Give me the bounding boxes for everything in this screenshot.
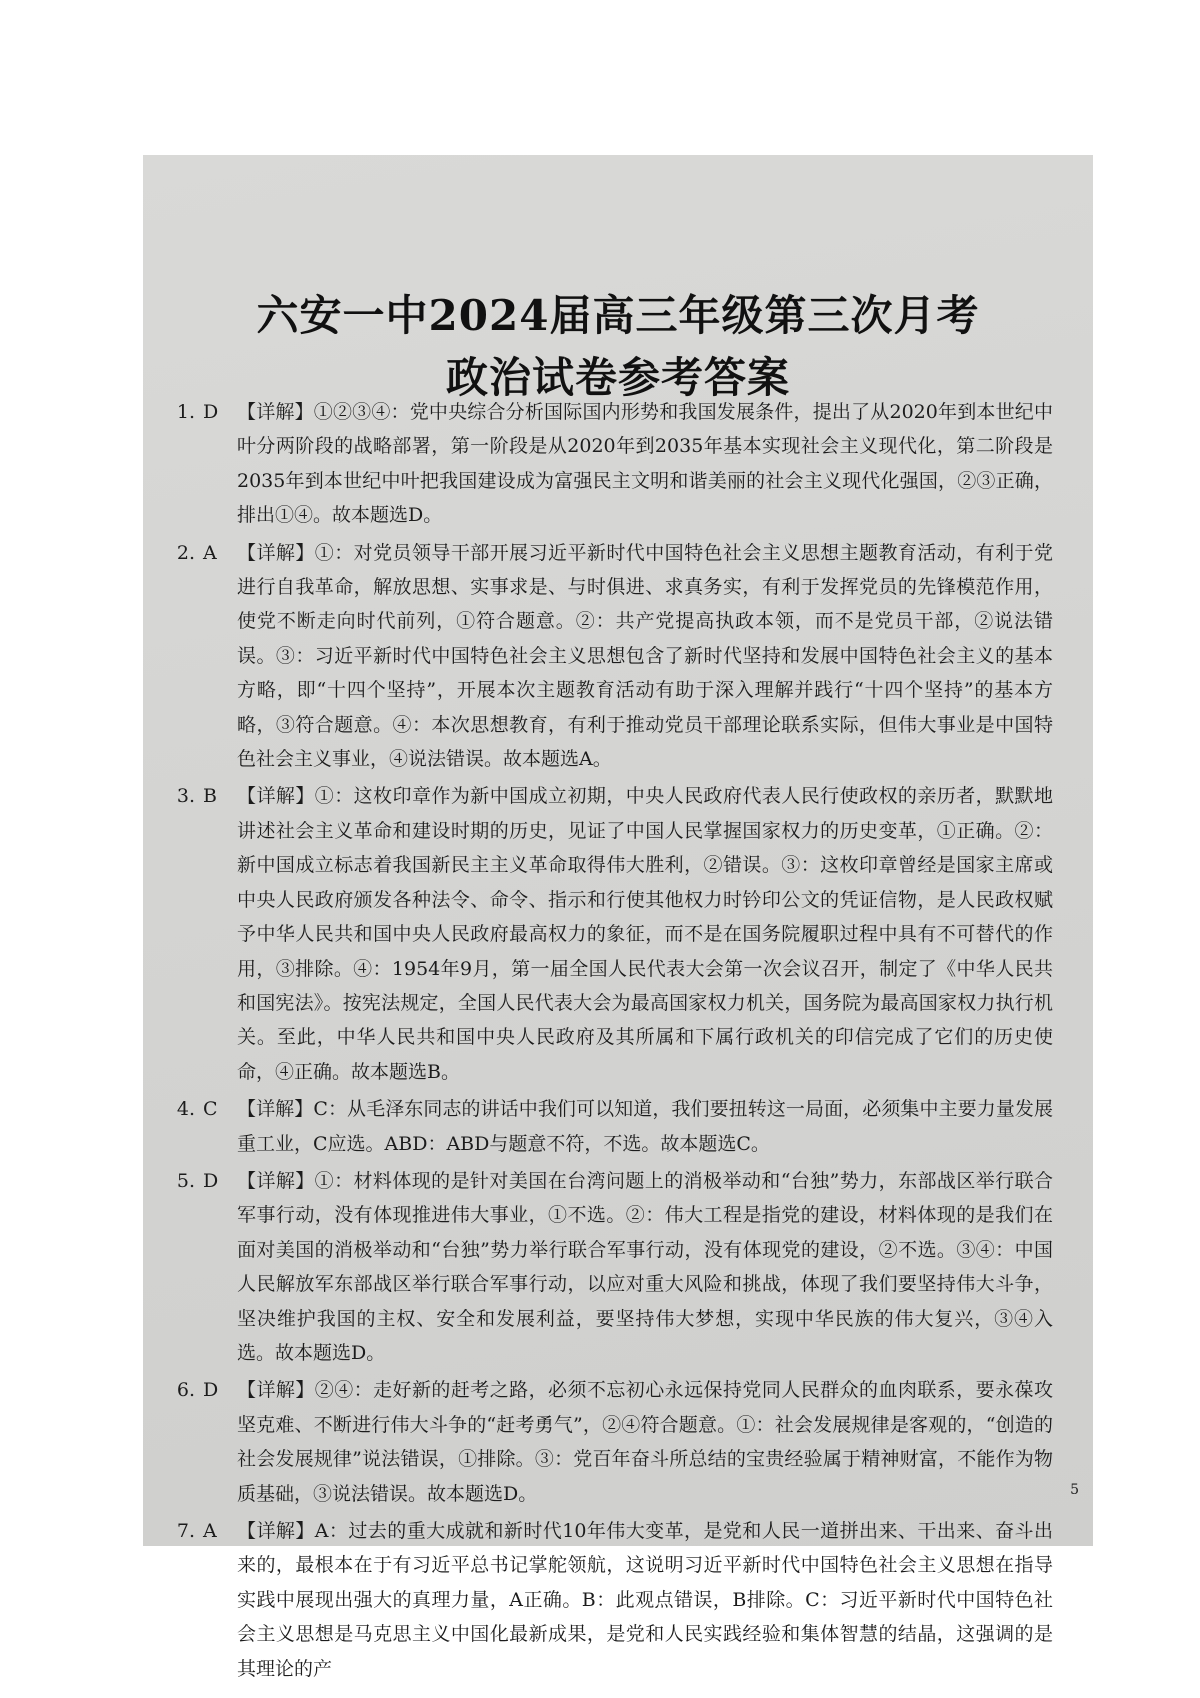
answer-item-3 xyxy=(165,779,1053,1089)
document-subtitle: 政治试卷参考答案 xyxy=(445,353,790,402)
answer-explanation: 【详解】①：这枚印章作为新中国成立初期，中央人民政府代表人民行使政权的亲历者，默默地讲述社会主义革命和建设时期的历史，见证了中国人民掌握国家权力的历史变革，①正确。②：新中国成立标志着我国新民主主义革命取得伟大胜利，②错误。③：这枚印章曾经是国家主席或中央人民政府颁发各种法令、命令、指示和行使其他权力时钤印公文的凭证信物，是人民政权赋予中华人民共和国中央人民政府最高权力的象征，而不是在国务院履职过程中具有不可替代的作用，③排除。④：1954年9月，第一届全国人民代表大会第一次会议召开，制定了《中华人民共和国宪法》。按宪法规定，全国人民代表大会为最高国家权力机关，国务院为最高国家权力执行机关。至此，中华人民共和国中央人民政府及其所属和下属行政机关的印信完成了它们的历史使命，④正确。故本题选B。 xyxy=(237,785,1053,1083)
answer-explanation: 【详解】C：从毛泽东同志的讲话中我们可以知道，我们要扭转这一局面，必须集中主要力量发展重工业，C应选。ABD：ABD与题意不符，不选。故本题选C。 xyxy=(237,1098,1053,1155)
page-number: 5 xyxy=(1070,1482,1079,1498)
question-number: 5. xyxy=(176,1169,195,1192)
question-number: 2. xyxy=(176,541,195,564)
question-number: 3. xyxy=(176,785,195,808)
document-page xyxy=(143,155,1093,1680)
answer-letter: C xyxy=(203,1098,218,1121)
answer-item-4 xyxy=(165,1092,1053,1161)
answer-explanation: 【详解】①②③④：党中央综合分析国际国内形势和我国发展条件，提出了从2020年到本世纪中叶分两阶段的战略部署，第一阶段是从2020年到2035年基本实现社会主义现代化，第二阶段是2035年到本世纪中叶把我国建设成为富强民主文明和谐美丽的社会主义现代化强国，②③正确，排出①④。故本题选D。 xyxy=(237,401,1053,527)
answer-item-7 xyxy=(165,1514,1053,1686)
answer-letter: A xyxy=(203,1520,217,1542)
answer-item-1 xyxy=(165,395,1053,533)
answer-explanation: 【详解】②④：走好新的赶考之路，必须不忘初心永远保持党同人民群众的血肉联系，要永葆攻坚克难、不断进行伟大斗争的“赶考勇气”，②④符合题意。①：社会发展规律是客观的，“创造的社会发展规律”说法错误，①排除。③：党百年奋斗所总结的宝贵经验属于精神财富，不能作为物质基础，③说法错误。故本题选D。 xyxy=(237,1379,1053,1505)
answer-item-6 xyxy=(165,1373,1053,1511)
answer-letter: D xyxy=(203,1379,219,1402)
answer-letter: B xyxy=(203,785,217,808)
answer-list xyxy=(165,395,1053,1689)
question-number: 7. xyxy=(176,1520,195,1542)
answer-explanation: 【详解】A：过去的重大成就和新时代10年伟大变革，是党和人民一道拼出来、干出来、奋斗出来的，最根本在于有习近平总书记掌舵领航，这说明习近平新时代中国特色社会主义思想在指导实践中展现出强大的真理力量，A正确。B：此观点错误，B排除。C：习近平新时代中国特色社会主义思想是马克思主义中国化最新成果，是党和人民实践经验和集体智慧的结晶，这强调的是其理论的产 xyxy=(237,1520,1053,1680)
answer-explanation: 【详解】①：材料体现的是针对美国在台湾问题上的消极举动和“台独”势力，东部战区举行联合军事行动，没有体现推进伟大事业，①不选。②：伟大工程是指党的建设，材料体现的是我们在面对美国的消极举动和“台独”势力举行联合军事行动，没有体现党的建设，②不选。③④：中国人民解放军东部战区举行联合军事行动，以应对重大风险和挑战，体现了我们要坚持伟大斗争，坚决维护我国的主权、安全和发展利益，要坚持伟大梦想，实现中华民族的伟大复兴，③④入选。故本题选D。 xyxy=(237,1169,1053,1364)
question-number: 6. xyxy=(176,1379,195,1402)
answer-letter: D xyxy=(203,1169,219,1192)
answer-letter: A xyxy=(203,541,217,564)
answer-item-2 xyxy=(165,536,1053,777)
answer-letter: D xyxy=(203,401,219,423)
answer-explanation: 【详解】①：对党员领导干部开展习近平新时代中国特色社会主义思想主题教育活动，有利于党进行自我革命，解放思想、实事求是、与时俱进、求真务实，有利于发挥党员的先锋模范作用，使党不断走向时代前列，①符合题意。②：共产党提高执政本领，而不是党员干部，②说法错误。③：习近平新时代中国特色社会主义思想包含了新时代坚持和发展中国特色社会主义的基本方略，即“十四个坚持”，开展本次主题教育活动有助于深入理解并践行“十四个坚持”的基本方略，③符合题意。④：本次思想教育，有利于推动党员干部理论联系实际，但伟大事业是中国特色社会主义事业，④说法错误。故本题选A。 xyxy=(237,541,1053,771)
document-title: 六安一中2024届高三年级第三次月考 xyxy=(256,291,980,340)
question-number: 1. xyxy=(176,401,195,423)
answer-item-5 xyxy=(165,1164,1053,1370)
question-number: 4. xyxy=(176,1098,195,1121)
